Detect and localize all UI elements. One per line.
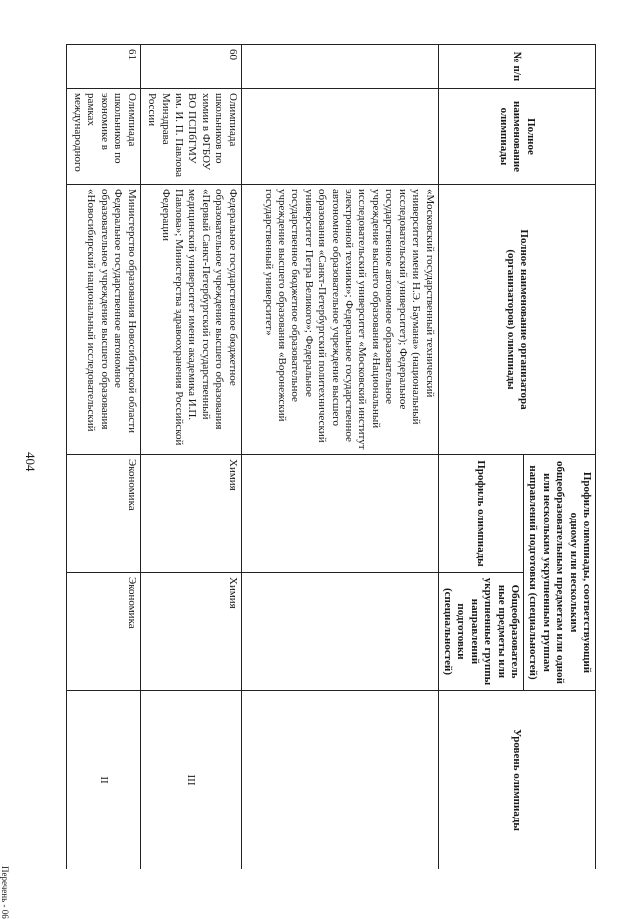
cell-name: Олимпиада школьников по химии в ФГБОУ ВО ПСПбГМУ им. И. П. Павлова Минздрава России — [140, 89, 241, 185]
page-number: 404 — [23, 452, 38, 472]
cell-num: 60 — [140, 45, 241, 89]
olympiad-table — [66, 44, 596, 869]
olympiad-table-container — [66, 44, 596, 869]
header-name: Полное наименование олимпиады — [438, 89, 595, 185]
cell-level: III — [140, 691, 241, 870]
header-profile: Профиль олимпиады — [438, 455, 523, 573]
table-row — [140, 45, 241, 870]
cell-num — [241, 45, 438, 89]
cell-profile: Экономика — [67, 455, 141, 573]
cell-subjects: Химия — [140, 573, 241, 691]
cell-organizer: «Московский государственный технический университет имени Н.Э. Баумана» (национальный исследовательский университет); Федеральное государственное автономное образовательное учреждение высшего образования «Национальный исследовательский университет «Московский институт электронной техники»; Федеральное государственное автономное образовательное учреждение высшего образования «Санкт-Петербургский политехнический университет Петра Великого»; Федеральное государственное бюджетное образовательное учреждение высшего образования «Воронежский государственный университет» — [241, 185, 438, 455]
cell-profile — [241, 455, 438, 573]
table-row — [67, 45, 141, 870]
cell-subjects — [241, 573, 438, 691]
header-profile-group: Профиль олимпиады, соответствующий одному или нескольким общеобразовательным предметам или одной или нескольким укрупненным группам направлений подготовки (специальностей) — [523, 455, 595, 691]
footer-note: Перечень - 06 — [0, 866, 10, 919]
cell-level: II — [67, 691, 141, 870]
cell-subjects: Экономика — [67, 573, 141, 691]
cell-profile: Химия — [140, 455, 241, 573]
cell-organizer: Федеральное государственное бюджетное образовательное учреждение высшего образования «Первый Санкт-Петербургский государственный медицинский университет имени академика И.П. Павлова»; Министерства здравоохранения Российской Федерации — [140, 185, 241, 455]
cell-name: Олимпиада школьников по экономике в рамках международного — [67, 89, 141, 185]
rotated-table — [66, 44, 596, 869]
cell-num: 61 — [67, 45, 141, 89]
cell-name — [241, 89, 438, 185]
cell-level — [241, 691, 438, 870]
header-row-1 — [523, 45, 595, 870]
cell-organizer: Министерство образования Новосибирской области Федеральное государственное автономное образовательное учреждение высшего образования «Новосибирский национальный исследовательский — [67, 185, 141, 455]
header-subjects: Общеобразователь ные предметы или укрупненные группы направлений подготовки (специальностей) — [438, 573, 523, 691]
header-level: Уровень олимпиады — [438, 691, 595, 870]
table-row — [241, 45, 438, 870]
header-organizer: Полное наименование организатора (организаторов) олимпиады — [438, 185, 595, 455]
header-num: № п/п — [438, 45, 595, 89]
